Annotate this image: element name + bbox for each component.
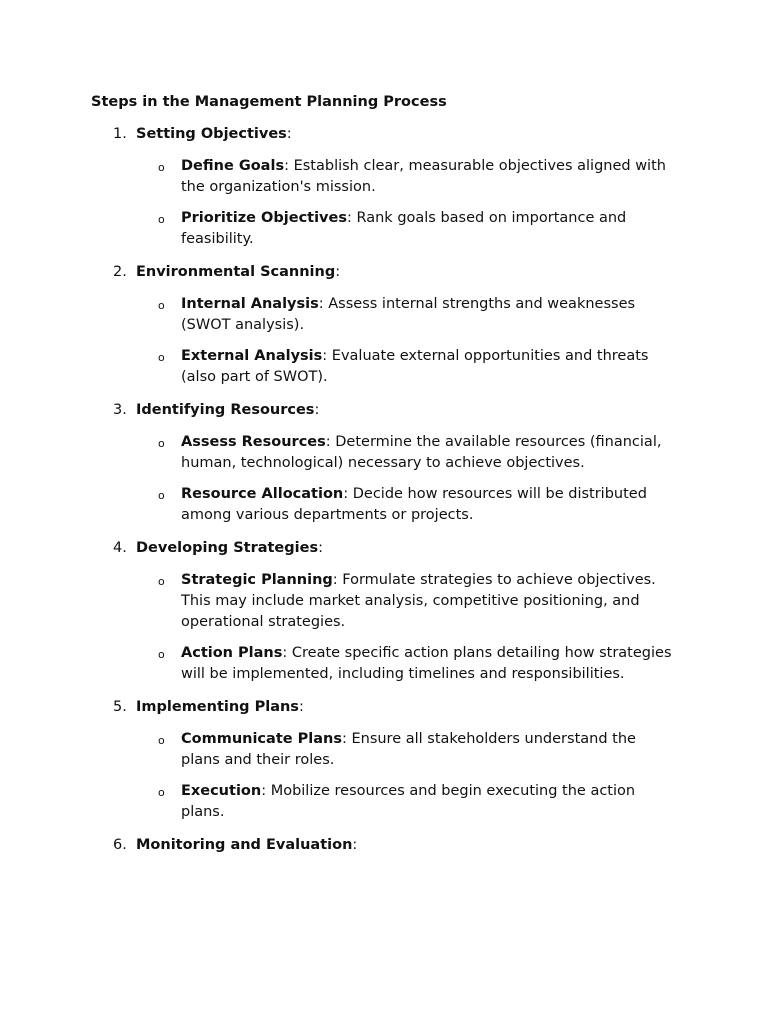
hollow-bullet-icon: o — [158, 213, 165, 226]
step-colon: : — [335, 264, 341, 280]
substep-item — [91, 432, 679, 474]
substep-term: Strategic Planning — [181, 572, 333, 588]
substep-list — [91, 432, 688, 526]
hollow-bullet-icon: o — [158, 489, 165, 502]
step-heading — [91, 263, 688, 281]
step-colon: : — [314, 402, 320, 418]
substep-item — [91, 570, 679, 633]
step-title: Developing Strategies — [136, 540, 319, 556]
substep-item — [91, 729, 679, 771]
substep-list — [91, 570, 688, 685]
substep-item — [91, 484, 679, 526]
step-colon: : — [286, 126, 292, 142]
step-title: Monitoring and Evaluation — [136, 837, 353, 853]
hollow-bullet-icon: o — [158, 437, 165, 450]
step-title: Environmental Scanning — [136, 264, 336, 280]
substep-term: Action Plans — [181, 645, 283, 661]
substep-term: External Analysis — [181, 348, 323, 364]
substep-term: Assess Resources — [181, 434, 326, 450]
hollow-bullet-icon: o — [158, 575, 165, 588]
step-colon: : — [298, 699, 304, 715]
steps-list — [91, 125, 688, 854]
step-item — [91, 401, 688, 526]
substep-text: : Create specific action plans detailing how strategies will be implemented, including timelines and responsibilities. — [181, 645, 672, 682]
step-number: 3. — [113, 402, 127, 418]
substep-text: : Formulate strategies to achieve objectives. This may include market analysis, competitive positioning, and operational strategies. — [181, 572, 656, 630]
substep-text: : Determine the available resources (financial, human, technological) necessary to achieve objectives. — [181, 434, 662, 471]
substep-item — [91, 643, 679, 685]
substep-term: Communicate Plans — [181, 731, 342, 747]
step-title: Identifying Resources — [136, 402, 315, 418]
substep-term: Prioritize Objectives — [181, 210, 347, 226]
substep-list — [91, 729, 688, 823]
substep-item — [91, 781, 679, 823]
step-heading — [91, 401, 688, 419]
step-heading — [91, 539, 688, 557]
step-title: Implementing Plans — [136, 699, 299, 715]
hollow-bullet-icon: o — [158, 351, 165, 364]
step-number: 5. — [113, 699, 127, 715]
hollow-bullet-icon: o — [158, 734, 165, 747]
hollow-bullet-icon: o — [158, 299, 165, 312]
substep-item — [91, 208, 679, 250]
step-colon: : — [318, 540, 323, 556]
substep-text: : Assess internal strengths and weaknesses (SWOT analysis). — [181, 296, 636, 333]
step-number: 1. — [113, 126, 127, 142]
substep-term: Internal Analysis — [181, 296, 319, 312]
step-item — [91, 539, 688, 685]
substep-list — [91, 294, 688, 388]
substep-term: Resource Allocation — [181, 486, 344, 502]
substep-item — [91, 294, 679, 336]
step-item — [91, 125, 688, 250]
hollow-bullet-icon: o — [158, 648, 165, 661]
step-heading — [91, 698, 688, 716]
step-number: 4. — [113, 540, 127, 556]
substep-text: : Mobilize resources and begin executing the action plans. — [181, 783, 636, 820]
step-number: 6. — [113, 837, 127, 853]
step-number: 2. — [113, 264, 127, 280]
substep-text: : Establish clear, measurable objectives aligned with the organization's mission. — [181, 158, 666, 195]
substep-text: : Decide how resources will be distributed among various departments or projects. — [181, 486, 647, 523]
step-heading — [91, 836, 688, 854]
substep-term: Execution — [181, 783, 262, 799]
step-heading — [91, 125, 688, 143]
substep-item — [91, 156, 679, 198]
step-item — [91, 836, 688, 854]
substep-term: Define Goals — [181, 158, 285, 174]
step-colon: : — [352, 837, 358, 853]
step-item — [91, 698, 688, 823]
hollow-bullet-icon: o — [158, 786, 165, 799]
substep-text: : Rank goals based on importance and feasibility. — [181, 210, 627, 247]
document-title: Steps in the Management Planning Process — [91, 94, 447, 110]
substep-list — [91, 156, 688, 250]
substep-text: : Ensure all stakeholders understand the plans and their roles. — [181, 731, 636, 768]
step-title: Setting Objectives — [136, 126, 287, 142]
substep-item — [91, 346, 679, 388]
substep-text: : Evaluate external opportunities and threats (also part of SWOT). — [181, 348, 649, 385]
step-item — [91, 263, 688, 388]
hollow-bullet-icon: o — [158, 161, 165, 174]
